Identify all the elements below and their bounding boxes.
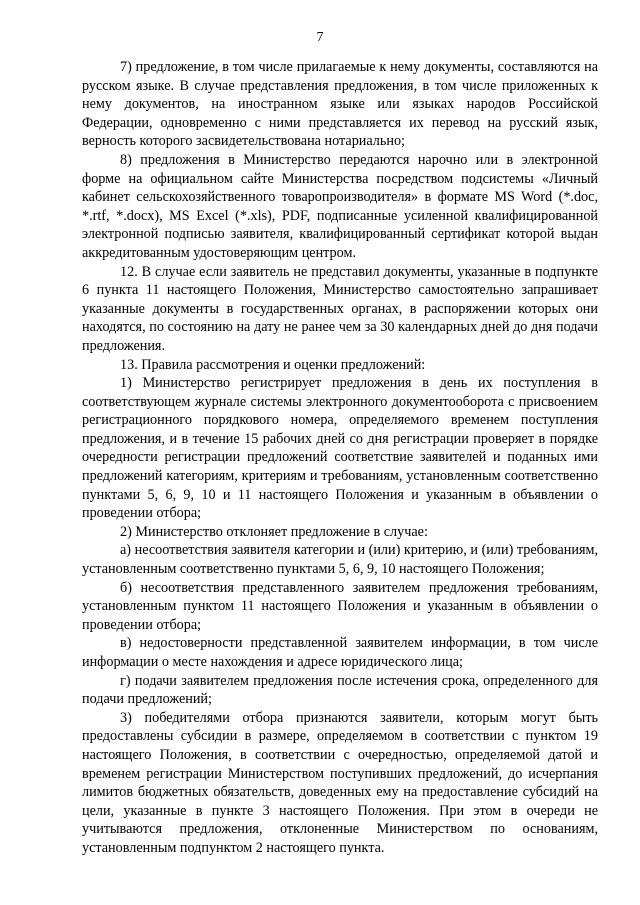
document-body xyxy=(82,58,598,858)
page-number: 7 xyxy=(316,30,324,45)
paragraph-13-2-b: б) несоответствия представленного заявителем предложения требованиям, установленным пунктом 11 настоящего Положения и указанным в объявлении о проведении отбора; xyxy=(82,579,598,633)
paragraph-13-2: 2) Министерство отклоняет предложение в случае: xyxy=(120,523,428,540)
paragraph-13-2-a: а) несоответствия заявителя категории и (или) критерию, и (или) требованиям, установленным соответственно пунктами 5, 6, 9, 10 настоящего Положения; xyxy=(82,542,598,578)
paragraph-13-heading: 13. Правила рассмотрения и оценки предложений: xyxy=(120,356,426,373)
paragraph-12: 12. В случае если заявитель не представил документы, указанные в подпункте 6 пункта 11 настоящего Положения, Министерство самостоятельно запрашивает указанные документы в государственных органах, в распоряжении которых они находятся, по состоянию на дату не ранее чем за 30 календарных дней до дня подачи предложения. xyxy=(82,263,598,354)
paragraph-8: 8) предложения в Министерство передаются нарочно или в электронной форме на официальном сайте Министерства посредством подсистемы «Личный кабинет сельскохозяйственного товаропроизводителя» в формате MS Word (*.doc, *.rtf, *.docx), MS Excel (*.xls), PDF, подписанные усиленной квалифицированной электронной подписью заявителя, квалифицированный сертификат которой выдан аккредитованным удостоверяющим центром. xyxy=(82,151,598,261)
paragraph-7: 7) предложение, в том числе прилагаемые к нему документы, составляются на русском языке. В случае представления предложения, в том числе приложенных к нему документов, на иностранном языке или языках народов Российской Федерации, одновременно с ними представляется их перевод на русский язык, верность которого засвидетельствована нотариально; xyxy=(82,59,598,150)
paragraph-13-2-v: в) недостоверности представленной заявителем информации, в том числе информации о месте нахождения и адресе юридического лица; xyxy=(82,635,598,670)
paragraph-13-2-g: г) подачи заявителем предложения после истечения срока, определенного для подачи предложений; xyxy=(82,672,598,708)
paragraph-13-3: 3) победителями отбора признаются заявители, которым могут быть предоставлены субсидии в размере, определяемом в соответствии с пунктом 19 настоящего Положения, в соответствии с очередностью, определяемой датой и временем регистрации Министерством поступивших предложений, до исчерпания лимитов бюджетных обязательств, доведенных ему на предоставление субсидий на цели, указанные в пункте 3 настоящего Положения. При этом в очереди не учитываются предложения, отклоненные Министерством по основаниям, установленным подпунктом 2 настоящего пункта. xyxy=(82,709,598,856)
paragraph-13-1: 1) Министерство регистрирует предложения в день их поступления в соответствующем журнале системы электронного документооборота с присвоением регистрационного порядкового номера, определяемого временем поступления предложения, и в течение 15 рабочих дней со дня регистрации проверяет в порядке очередности регистрации предложений соответствие заявителей и поданных ими предложений категориям, критериям и требованиям, установленным соответственно пунктами 5, 6, 9, 10 и 11 настоящего Положения и указанным в объявлении о проведении отбора; xyxy=(82,375,598,522)
